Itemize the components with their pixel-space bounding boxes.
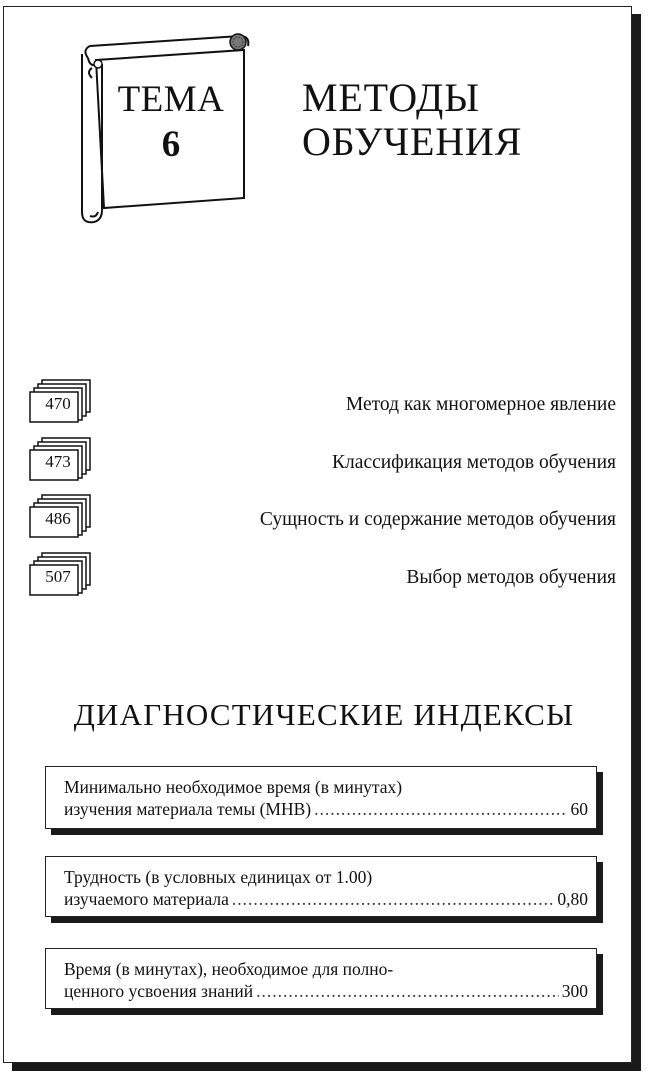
diagnostic-index-text: Минимально необходимое время (в минутах) xyxy=(64,777,403,797)
diagnostic-index-text: изучения материала темы (МНВ) xyxy=(64,799,312,819)
contents-label: Сущность и содержание методов обучения xyxy=(259,509,616,530)
page-title xyxy=(302,76,522,164)
diagnostics-heading: ДИАГНОСТИЧЕСКИЕ ИНДЕКСЫ xyxy=(73,697,575,732)
diagnostic-index-row xyxy=(64,798,588,820)
diagnostic-index-value: 60 xyxy=(570,799,588,819)
emblem-label: ТЕМА xyxy=(117,79,225,120)
diagnostic-index-value: 300 xyxy=(561,981,588,1001)
page-shadow-right xyxy=(632,14,641,1071)
dot-leader xyxy=(232,888,554,910)
contents-row[interactable] xyxy=(28,378,616,424)
contents-page-number: 473 xyxy=(45,452,71,471)
contents-row[interactable] xyxy=(28,551,616,597)
contents-label: Классификация методов обучения xyxy=(332,452,616,473)
contents-page-number: 486 xyxy=(45,509,71,528)
title-line-2: ОБУЧЕНИЯ xyxy=(302,119,523,164)
dot-leader xyxy=(314,798,567,820)
diagnostic-index-value: 0,80 xyxy=(557,889,588,909)
title-line-1: МЕТОДЫ xyxy=(302,75,480,120)
diagnostic-index-text: ценного усвоения знаний xyxy=(64,981,254,1001)
diagnostic-index-text: изучаемого материала xyxy=(64,889,229,909)
contents-page-number: 507 xyxy=(45,567,71,586)
emblem-number: 6 xyxy=(161,124,181,165)
dot-leader xyxy=(256,980,559,1002)
contents-row[interactable] xyxy=(28,436,616,482)
diagnostic-index-box xyxy=(45,766,597,829)
contents-label: Выбор методов обучения xyxy=(406,567,616,588)
diagnostic-index-box xyxy=(45,856,597,917)
page-shadow-bottom xyxy=(12,1062,641,1071)
diagnostic-index-box xyxy=(45,948,597,1009)
diagnostic-index-text: Трудность (в условных единицах от 1.00) xyxy=(64,867,373,887)
diagnostic-index-row xyxy=(64,980,588,1002)
contents-row[interactable] xyxy=(28,493,616,539)
diagnostic-index-row xyxy=(64,888,588,910)
contents-label: Метод как многомерное явление xyxy=(345,394,616,415)
contents-page-number: 470 xyxy=(45,394,71,413)
diagnostic-index-text: Время (в минутах), необходимое для полно- xyxy=(64,959,394,979)
